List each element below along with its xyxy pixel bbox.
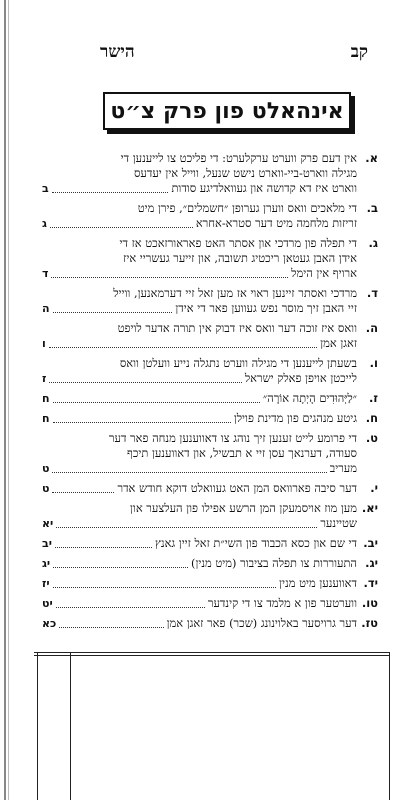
bottom-frame-rule	[34, 655, 390, 656]
toc-entry-last-line	[42, 391, 357, 406]
toc-entry-page-number: ח	[42, 412, 50, 425]
toc-entry-body	[42, 481, 357, 496]
toc-entry-page-number: ג	[42, 217, 47, 230]
binding-edge-inner	[8, 0, 9, 800]
toc-entry-last-line	[42, 516, 357, 531]
toc-entry-number: ג.	[368, 236, 378, 250]
toc-entry[interactable]	[42, 356, 378, 386]
table-of-contents	[42, 151, 378, 636]
dot-leader	[53, 401, 260, 403]
dot-leader	[50, 226, 193, 228]
toc-entry-number: ב.	[366, 201, 378, 215]
toc-entry-body	[42, 391, 357, 406]
toc-entry-text: וואס איז זוכה דער וואס איז דבוק אין תורה אדער לויפט	[117, 321, 357, 335]
toc-entry-last-line	[42, 301, 357, 316]
toc-entry-number: א.	[365, 151, 378, 165]
toc-entry-text: בשעתן לייענען די מגילה ווערט נתגלה נייע וועלטן וואס	[119, 356, 357, 370]
toc-entry-number: יב.	[363, 536, 378, 550]
toc-entry-last-line	[42, 481, 357, 496]
toc-entry-text: מעריב	[329, 461, 357, 475]
toc-entry-body	[42, 321, 357, 351]
toc-entry-text: דער סיבה פארוואס המן האט געוואלט דוקא חודש אדר	[117, 481, 357, 495]
toc-entry-number: טז.	[361, 616, 378, 630]
contents-title: אינהאלט פון פרק צ״ט	[110, 98, 344, 124]
dot-leader	[49, 381, 241, 383]
toc-entry[interactable]	[42, 201, 378, 231]
toc-entry-body	[42, 556, 357, 571]
toc-entry-page-number: ז	[42, 372, 47, 385]
toc-entry-page-number: יא	[42, 517, 54, 530]
toc-entry-text: זיי האבן זיך מוסר נפש געווען פאר די אידן	[175, 301, 357, 315]
toc-entry-text: ארויף אין הימל	[291, 266, 357, 280]
dot-leader	[52, 191, 169, 193]
toc-entry-body	[42, 236, 357, 281]
toc-entry-body	[42, 576, 357, 591]
toc-entry-number: ח.	[365, 411, 378, 425]
toc-entry[interactable]	[42, 151, 378, 196]
toc-entry-text: מרדכי ואסתר זיינען ראוי אז מען זאל זיי דערמאנען, ווייל	[113, 286, 357, 300]
toc-entry-last-line	[42, 336, 357, 351]
toc-entry-body	[42, 286, 357, 316]
toc-entry-number: י.	[370, 481, 378, 495]
bottom-frame	[34, 652, 390, 801]
toc-entry-text: אין דעם פרק ווערט ערקלערט: די פליכט צו לייענען די	[120, 151, 357, 165]
toc-entry-page-number: יז	[42, 577, 50, 590]
contents-title-box	[103, 92, 351, 130]
toc-entry-number: יד.	[363, 576, 378, 590]
toc-entry-last-line	[42, 181, 357, 196]
toc-entry-body	[42, 616, 357, 631]
toc-entry-body	[42, 356, 357, 386]
toc-entry-page-number: ט	[42, 482, 50, 495]
toc-entry-body	[42, 596, 357, 611]
running-head-title: הישר	[100, 42, 135, 62]
toc-entry-text: די פרומע לייט זענען זיך נוהג צו דאווענען מנחה פאר דער	[108, 431, 357, 445]
toc-entry-body	[42, 151, 357, 196]
toc-entry-text: גיטע מנהגים פון מדינת פוילן	[233, 411, 357, 425]
toc-entry[interactable]	[42, 576, 378, 591]
toc-entry[interactable]	[42, 286, 378, 316]
toc-entry-last-line	[42, 616, 357, 631]
running-head-page-number: קב	[350, 42, 368, 62]
toc-entry[interactable]	[42, 431, 378, 476]
toc-entry-number: ט.	[365, 431, 378, 445]
dot-leader	[56, 606, 205, 608]
toc-entry-number: יג.	[365, 556, 378, 570]
toc-entry-last-line	[42, 596, 357, 611]
toc-entry-number: ו.	[369, 356, 378, 370]
dot-leader	[53, 566, 188, 568]
toc-entry-last-line	[42, 216, 357, 231]
toc-entry-page-number: ה	[42, 302, 50, 315]
toc-entry-text: דער גרויסער באלוינונג (שכר) פאר זאגן אמן	[166, 616, 357, 630]
toc-entry-text: סעודה, דערנאך עסן זיי א תבשיל, און דאווענען תיכף	[126, 446, 357, 460]
bottom-frame-edge	[389, 652, 390, 800]
dot-leader	[53, 586, 276, 588]
running-head	[0, 42, 405, 62]
toc-entry[interactable]	[42, 536, 378, 551]
toc-entry-number: ז.	[369, 391, 378, 405]
toc-entry-page-number: ב	[42, 182, 49, 195]
toc-entry-number: טו.	[361, 596, 378, 610]
toc-entry-text: די תפלה פון מרדכי און אסתר האט פאראורזאכט אז די	[119, 236, 357, 250]
toc-entry-text: לייכטן אויפן פאלק ישראל	[244, 371, 357, 385]
toc-entry-text: ״לַיְּהוּדִים הָיְתָה אוֹרָה״	[262, 391, 357, 405]
toc-entry-last-line	[42, 536, 357, 551]
toc-entry-text: מגילה ווארט-ביי-ווארט נישט שנעל, ווייל אין יעדעס	[133, 166, 357, 180]
binding-edge	[4, 0, 6, 800]
toc-entry-number: ד.	[366, 286, 378, 300]
toc-entry-page-number: יב	[42, 537, 52, 550]
toc-entry-page-number: כא	[42, 617, 57, 630]
dot-leader	[59, 626, 163, 628]
toc-entry-text: דאווענען מיט מנין	[279, 576, 357, 590]
bottom-frame-divider	[70, 652, 71, 800]
toc-entry-text: זאגן אמן	[320, 336, 357, 350]
toc-entry-last-line	[42, 576, 357, 591]
toc-entry-page-number: ח	[42, 392, 50, 405]
toc-entry-body	[42, 536, 357, 551]
toc-entry[interactable]	[42, 391, 378, 406]
toc-entry[interactable]	[42, 616, 378, 631]
dot-leader	[53, 311, 173, 313]
toc-entry-body	[42, 431, 357, 476]
toc-entry-text: די שם און כסא הכבוד פון השי״ת זאל זיין גאנץ	[154, 536, 357, 550]
toc-entry-number: ה.	[365, 321, 378, 335]
toc-entry-body	[42, 411, 357, 426]
toc-entry-page-number: יג	[42, 557, 51, 570]
toc-entry-text: די מלאכים וואס ווערן גערופן ״חשמלים״, פירן מיט	[137, 201, 357, 215]
toc-entry-text: מען מוז אויסמעקן המן הרשע אפילו פון העלצער און	[130, 501, 357, 515]
dot-leader	[56, 526, 317, 528]
toc-entry-last-line	[42, 461, 357, 476]
toc-entry-page-number: ד	[42, 267, 49, 280]
toc-entry-text: שטיינער	[320, 516, 357, 530]
toc-entry[interactable]	[42, 411, 378, 426]
dot-leader	[52, 491, 114, 493]
dot-leader	[55, 546, 152, 548]
toc-entry-last-line	[42, 411, 357, 426]
toc-entry[interactable]	[42, 556, 378, 571]
toc-entry-last-line	[42, 556, 357, 571]
toc-entry-page-number: ט	[42, 462, 50, 475]
dot-leader	[51, 276, 288, 278]
dot-leader	[49, 346, 317, 348]
toc-entry-number: יא.	[361, 501, 378, 515]
toc-entry-text: זריזות מלחמה מיט דער סטרא-אחרא	[195, 216, 357, 230]
toc-entry-last-line	[42, 266, 357, 281]
toc-entry[interactable]	[42, 321, 378, 351]
toc-entry[interactable]	[42, 596, 378, 611]
toc-entry-text: ווערטער פון א מלמד צו די קינדער	[207, 596, 357, 610]
toc-entry-text: התעוררות צו תפלה בציבור (מיט מנין)	[191, 556, 357, 570]
toc-entry-text: ווארט איז דא קדושה און געוואלדיגע סודות	[171, 181, 357, 195]
toc-entry[interactable]	[42, 236, 378, 281]
toc-entry-page-number: יט	[42, 597, 53, 610]
toc-entry-body	[42, 201, 357, 231]
bottom-frame-divider	[37, 652, 38, 800]
dot-leader	[53, 421, 231, 423]
toc-entry-page-number: ו	[42, 337, 46, 350]
toc-entry[interactable]	[42, 501, 378, 531]
dot-leader	[52, 471, 326, 473]
toc-entry-last-line	[42, 371, 357, 386]
toc-entry-text: אידן האבן געטאן ריכטיג תשובה, און זייער געשריי איז	[123, 251, 357, 265]
toc-entry-body	[42, 501, 357, 531]
toc-entry[interactable]	[42, 481, 378, 496]
